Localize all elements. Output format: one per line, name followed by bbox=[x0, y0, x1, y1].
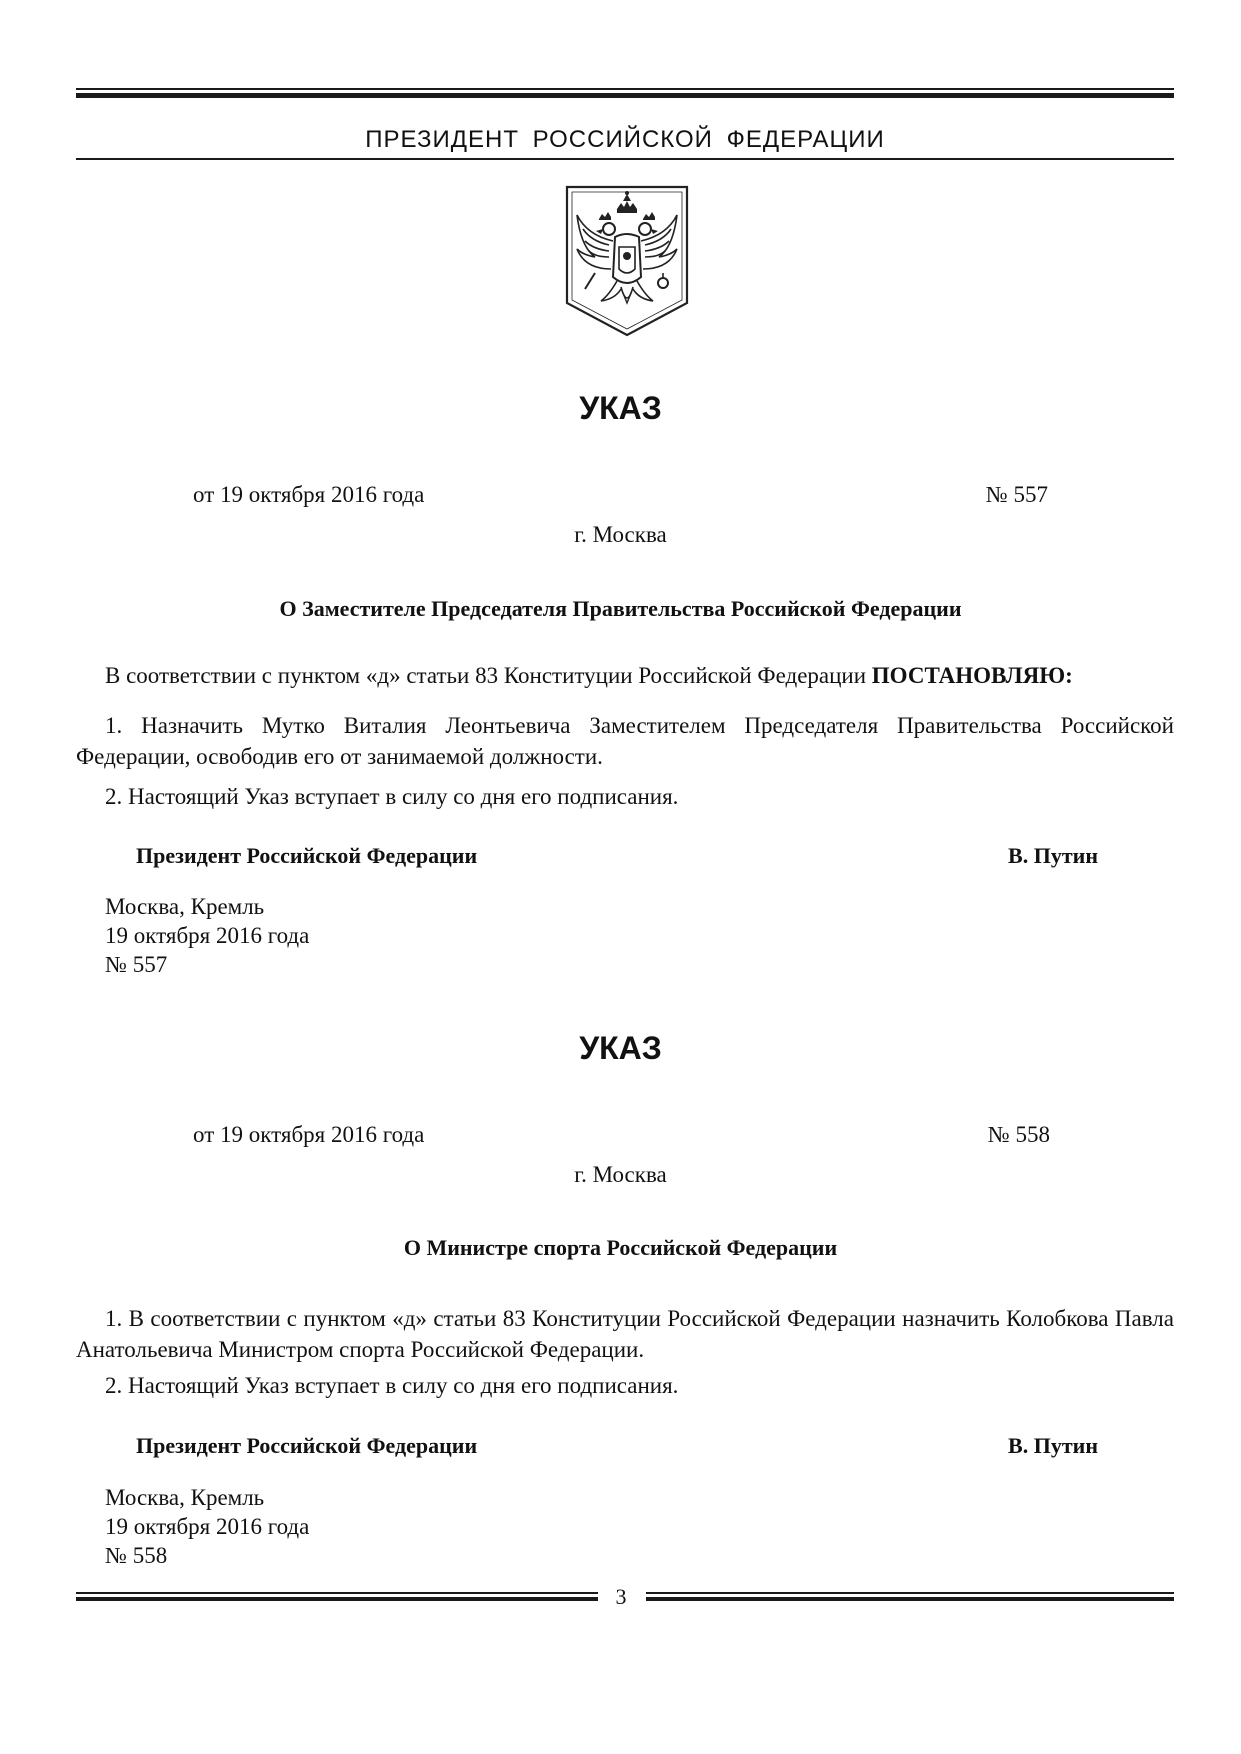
page-number: 3 bbox=[615, 1584, 627, 1609]
decree-number-558: № 558 bbox=[987, 1122, 1050, 1147]
decree-subject-558: О Министре спорта Российской Федерации bbox=[403, 1235, 838, 1260]
signing-date: 19 октября 2016 года bbox=[105, 923, 310, 948]
decree-title-558: УКАЗ bbox=[579, 1030, 662, 1066]
decree-item2-557: 2. Настоящий Указ вступает в силу со дня его подписания. bbox=[105, 784, 679, 809]
decree-date-557: от 19 октября 2016 года bbox=[193, 482, 425, 507]
decree-city-558: г. Москва bbox=[574, 1162, 667, 1187]
decree-preamble-557 bbox=[76, 660, 1174, 691]
header-rule-thin bbox=[76, 88, 1174, 90]
signing-number: № 557 bbox=[105, 952, 168, 977]
decree-number-557: № 557 bbox=[985, 482, 1048, 507]
header-title: ПРЕЗИДЕНТ РОССИЙСКОЙ ФЕДЕРАЦИИ bbox=[365, 126, 885, 153]
signing-date: 19 октября 2016 года bbox=[105, 1514, 310, 1539]
footer-rule-left-thick bbox=[76, 1597, 598, 1601]
decree-date-558: от 19 октября 2016 года bbox=[193, 1122, 425, 1147]
signature-name-557: В. Путин bbox=[1008, 843, 1098, 868]
decree-item2-558: 2. Настоящий Указ вступает в силу со дня его подписания. bbox=[105, 1373, 679, 1398]
signing-block-557 bbox=[105, 892, 309, 979]
header-rule-thick bbox=[76, 93, 1174, 98]
footer-rule-right-thin bbox=[646, 1592, 1174, 1594]
footer-rule-right-thick bbox=[646, 1597, 1174, 1601]
decree-title-557: УКАЗ bbox=[579, 390, 662, 426]
decree-subject-557: О Заместителе Председателя Правительства Российской Федерации bbox=[279, 596, 962, 621]
signature-name-558: В. Путин bbox=[1008, 1433, 1098, 1458]
preamble-text: В соответствии с пунктом «д» статьи 83 Конституции Российской Федерации bbox=[105, 663, 867, 688]
decree-city-557: г. Москва bbox=[574, 522, 667, 547]
signature-position-557: Президент Российской Федерации bbox=[136, 843, 478, 868]
footer-rule-left-thin bbox=[76, 1592, 598, 1594]
signing-number: № 558 bbox=[105, 1543, 168, 1568]
preamble-resolve: ПОСТАНОВЛЯЮ: bbox=[871, 663, 1073, 688]
signing-place: Москва, Кремль bbox=[105, 894, 265, 919]
signature-position-558: Президент Российской Федерации bbox=[136, 1433, 478, 1458]
signing-block-558 bbox=[105, 1483, 309, 1570]
decree-item1-557: 1. Назначить Мутко Виталия Леонтьевича Заместителем Председателя Правительства Российской Федерации, освободив его от занимаемой должности. bbox=[76, 713, 1174, 769]
header-underline bbox=[76, 158, 1174, 160]
signing-place: Москва, Кремль bbox=[105, 1485, 265, 1510]
double-headed-eagle-icon bbox=[565, 185, 689, 337]
decree-item1-558: 1. В соответствии с пунктом «д» статьи 83 Конституции Российской Федерации назначить Колобкова Павла Анатольевича Министром спорта Российской Федерации. bbox=[76, 1306, 1174, 1362]
